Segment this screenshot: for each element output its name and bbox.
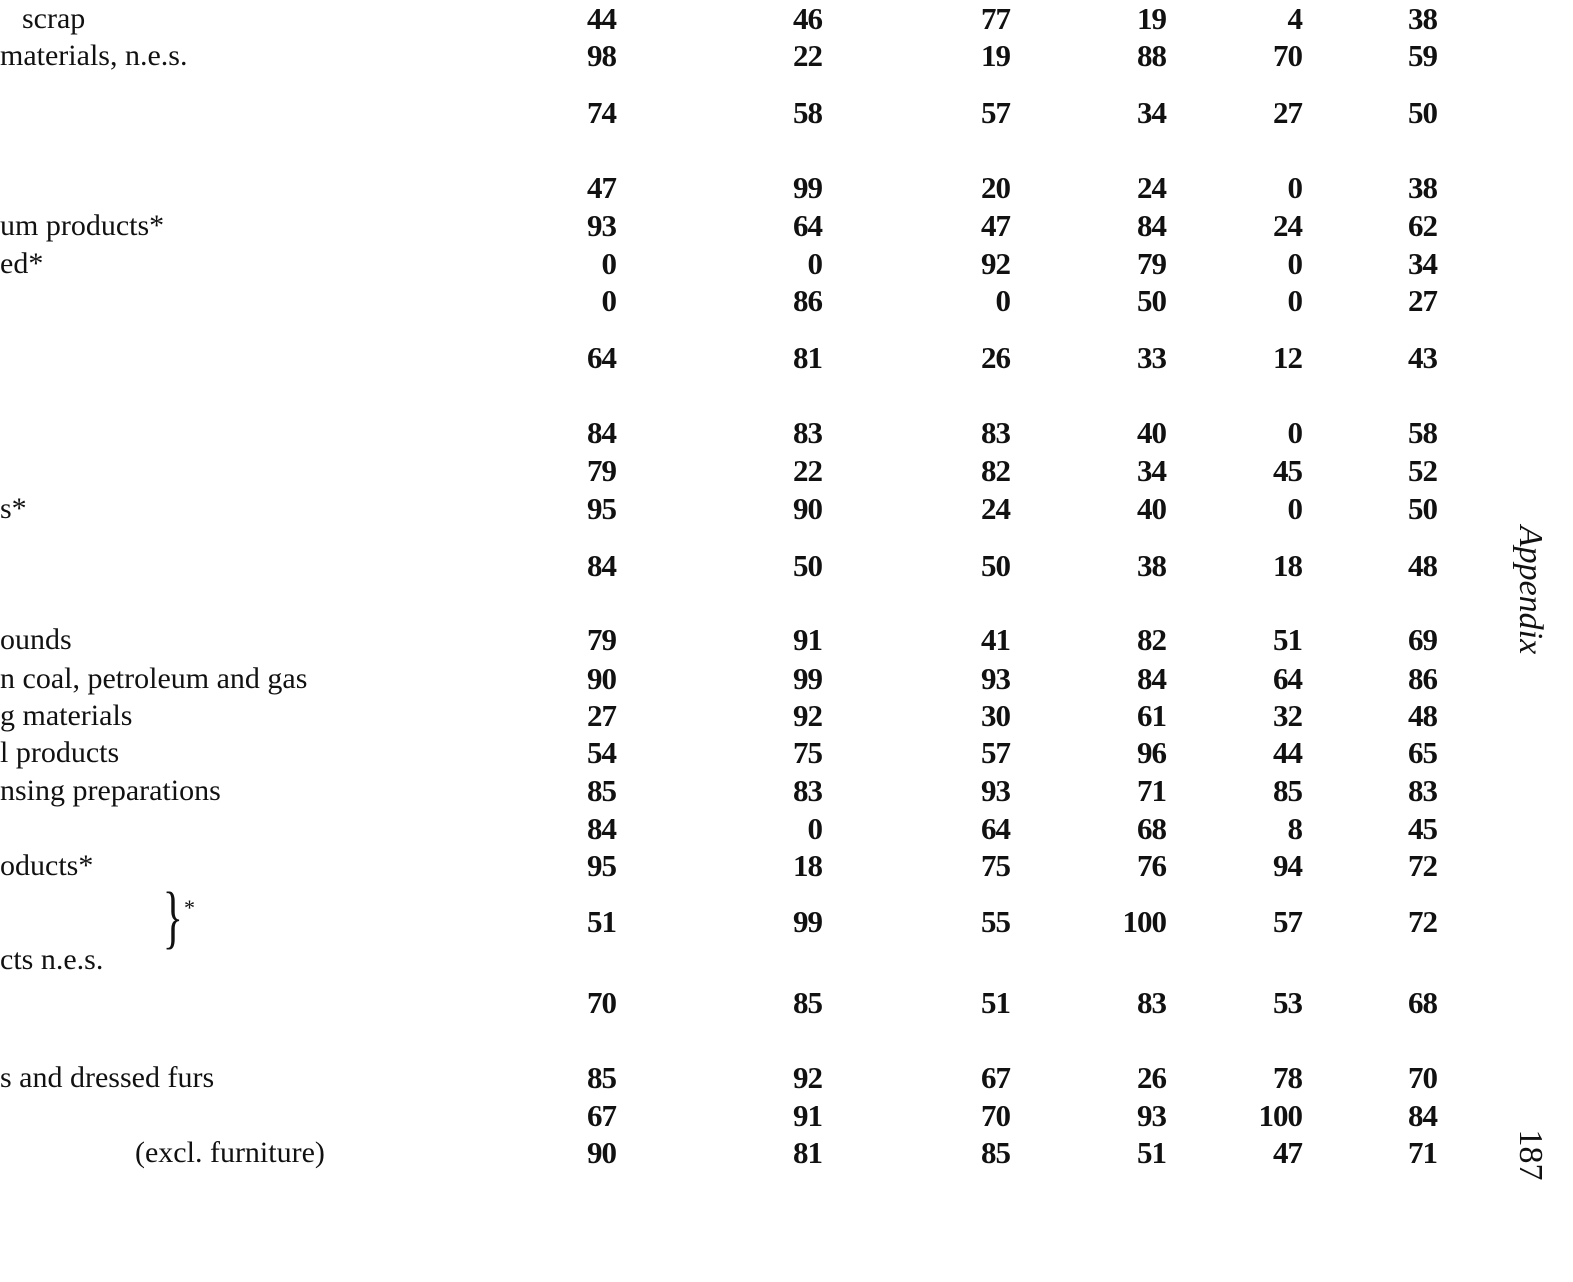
cell-value: 93 [587, 208, 616, 243]
cell-value: 58 [793, 95, 822, 130]
cell-value: 4 [1287, 1, 1302, 36]
row-label: g materials [0, 699, 133, 732]
cell-value: 71 [1137, 773, 1166, 808]
cell-value: 44 [587, 1, 616, 36]
cell-value: 84 [1408, 1098, 1437, 1133]
cell-value: 70 [981, 1098, 1010, 1133]
cell-value: 93 [1137, 1098, 1166, 1133]
cell-value: 79 [1137, 246, 1166, 281]
cell-value: 70 [1273, 38, 1302, 73]
cell-value: 81 [793, 340, 822, 375]
cell-value: 84 [587, 811, 616, 846]
row-label: l products [0, 736, 120, 769]
cell-value: 26 [981, 340, 1010, 375]
cell-value: 84 [587, 415, 616, 450]
table-row [0, 879, 1480, 976]
cell-value: 86 [1408, 661, 1437, 696]
cell-value: 85 [587, 773, 616, 808]
cell-value: 20 [981, 170, 1010, 205]
cell-value: 0 [601, 283, 616, 318]
cell-value: 22 [793, 38, 822, 73]
cell-value: 0 [1287, 415, 1302, 450]
cell-value: 85 [793, 985, 822, 1020]
cell-value: 90 [587, 661, 616, 696]
cell-value: 91 [793, 622, 822, 657]
cell-value: 18 [793, 848, 822, 883]
cell-value: 33 [1137, 340, 1166, 375]
cell-value: 40 [1137, 415, 1166, 450]
table-row [0, 94, 1480, 132]
brace-mark: } [162, 879, 183, 956]
cell-value: 76 [1137, 848, 1166, 883]
row-label: (excl. furniture) [135, 1136, 325, 1169]
cell-value: 44 [1273, 735, 1302, 770]
cell-value: 71 [1408, 1135, 1437, 1170]
cell-value: 0 [1287, 246, 1302, 281]
table-row [0, 452, 1480, 490]
cell-value: 38 [1408, 1, 1437, 36]
table-row [0, 1059, 1480, 1097]
row-label: um products* [0, 209, 165, 242]
cell-value: 85 [1273, 773, 1302, 808]
cell-value: 30 [981, 698, 1010, 733]
cell-value: 84 [587, 548, 616, 583]
cell-value: 82 [981, 453, 1010, 488]
table-row [0, 1134, 1480, 1172]
cell-value: 92 [793, 1060, 822, 1095]
cell-value: 57 [981, 735, 1010, 770]
cell-value: 38 [1408, 170, 1437, 205]
cell-value: 91 [793, 1098, 822, 1133]
cell-value: 93 [981, 661, 1010, 696]
cell-value: 68 [1408, 985, 1437, 1020]
table-row [0, 621, 1480, 659]
cell-value: 24 [981, 491, 1010, 526]
table-row [0, 984, 1480, 1022]
cell-value: 64 [981, 811, 1010, 846]
cell-value: 96 [1137, 735, 1166, 770]
cell-value: 24 [1137, 170, 1166, 205]
cell-value: 77 [981, 1, 1010, 36]
cell-value: 59 [1408, 38, 1437, 73]
cell-value: 58 [1408, 415, 1437, 450]
cell-value: 19 [1137, 1, 1166, 36]
cell-value: 12 [1273, 340, 1302, 375]
cell-value: 72 [1408, 904, 1437, 939]
table-row [0, 490, 1480, 528]
cell-value: 83 [793, 773, 822, 808]
table-row [0, 660, 1480, 698]
cell-value: 84 [1137, 208, 1166, 243]
cell-value: 50 [1408, 491, 1437, 526]
cell-value: 0 [807, 246, 822, 281]
table-row [0, 0, 1480, 38]
cell-value: 65 [1408, 735, 1437, 770]
cell-value: 79 [587, 453, 616, 488]
cell-value: 0 [995, 283, 1010, 318]
cell-value: 64 [793, 208, 822, 243]
cell-value: 83 [1137, 985, 1166, 1020]
cell-value: 83 [1408, 773, 1437, 808]
table-row [0, 1097, 1480, 1135]
cell-value: 51 [587, 904, 616, 939]
cell-value: 34 [1137, 95, 1166, 130]
cell-value: 47 [587, 170, 616, 205]
cell-value: 0 [601, 246, 616, 281]
cell-value: 18 [1273, 548, 1302, 583]
cell-value: 78 [1273, 1060, 1302, 1095]
cell-value: 27 [1273, 95, 1302, 130]
table-row [0, 207, 1480, 245]
cell-value: 48 [1408, 548, 1437, 583]
cell-value: 51 [981, 985, 1010, 1020]
cell-value: 24 [1273, 208, 1302, 243]
cell-value: 85 [587, 1060, 616, 1095]
cell-value: 53 [1273, 985, 1302, 1020]
cell-value: 95 [587, 491, 616, 526]
cell-value: 90 [587, 1135, 616, 1170]
cell-value: 50 [1137, 283, 1166, 318]
cell-value: 98 [587, 38, 616, 73]
cell-value: 19 [981, 38, 1010, 73]
cell-value: 34 [1137, 453, 1166, 488]
cell-value: 54 [587, 735, 616, 770]
row-label: s and dressed furs [0, 1061, 215, 1094]
cell-value: 79 [587, 622, 616, 657]
row-label: cts n.e.s. [0, 943, 104, 976]
cell-value: 57 [981, 95, 1010, 130]
cell-value: 0 [1287, 491, 1302, 526]
cell-value: 88 [1137, 38, 1166, 73]
cell-value: 64 [587, 340, 616, 375]
cell-value: 40 [1137, 491, 1166, 526]
cell-value: 26 [1137, 1060, 1166, 1095]
cell-value: 0 [807, 811, 822, 846]
cell-value: 83 [981, 415, 1010, 450]
table-row [0, 169, 1480, 207]
table-row [0, 339, 1480, 377]
table-row [0, 847, 1480, 885]
table-row [0, 414, 1480, 452]
cell-value: 0 [1287, 170, 1302, 205]
cell-value: 8 [1287, 811, 1302, 846]
table-row [0, 282, 1480, 320]
table-row [0, 37, 1480, 75]
cell-value: 51 [1273, 622, 1302, 657]
cell-value: 34 [1408, 246, 1437, 281]
cell-value: 27 [587, 698, 616, 733]
cell-value: 75 [981, 848, 1010, 883]
row-label: s* [0, 492, 27, 525]
cell-value: 62 [1408, 208, 1437, 243]
footnote-asterisk: * [184, 895, 195, 920]
cell-value: 38 [1137, 548, 1166, 583]
cell-value: 47 [1273, 1135, 1302, 1170]
row-label: materials, n.e.s. [0, 39, 188, 72]
cell-value: 81 [793, 1135, 822, 1170]
cell-value: 27 [1408, 283, 1437, 318]
cell-value: 50 [793, 548, 822, 583]
cell-value: 50 [1408, 95, 1437, 130]
cell-value: 83 [793, 415, 822, 450]
page-number: 187 [1512, 1129, 1549, 1181]
table-row [0, 810, 1480, 848]
cell-value: 82 [1137, 622, 1166, 657]
appendix-side-title: Appendix [1512, 525, 1549, 655]
cell-value: 50 [981, 548, 1010, 583]
cell-value: 92 [793, 698, 822, 733]
cell-value: 69 [1408, 622, 1437, 657]
cell-value: 67 [981, 1060, 1010, 1095]
row-label: ounds [0, 623, 72, 656]
cell-value: 90 [793, 491, 822, 526]
cell-value: 100 [1122, 904, 1166, 939]
table-row [0, 772, 1480, 810]
cell-value: 32 [1273, 698, 1302, 733]
cell-value: 99 [793, 904, 822, 939]
cell-value: 85 [981, 1135, 1010, 1170]
cell-value: 46 [793, 1, 822, 36]
cell-value: 100 [1258, 1098, 1302, 1133]
cell-value: 92 [981, 246, 1010, 281]
cell-value: 74 [587, 95, 616, 130]
cell-value: 41 [981, 622, 1010, 657]
table-row [0, 547, 1480, 585]
row-label: ed* [0, 247, 44, 280]
cell-value: 99 [793, 661, 822, 696]
cell-value: 86 [793, 283, 822, 318]
row-label: oducts* [0, 849, 94, 882]
cell-value: 99 [793, 170, 822, 205]
cell-value: 22 [793, 453, 822, 488]
cell-value: 57 [1273, 904, 1302, 939]
cell-value: 0 [1287, 283, 1302, 318]
table-row [0, 697, 1480, 735]
cell-value: 84 [1137, 661, 1166, 696]
cell-value: 61 [1137, 698, 1166, 733]
row-label: nsing preparations [0, 774, 221, 807]
cell-value: 67 [587, 1098, 616, 1133]
cell-value: 93 [981, 773, 1010, 808]
cell-value: 48 [1408, 698, 1437, 733]
cell-value: 75 [793, 735, 822, 770]
cell-value: 55 [981, 904, 1010, 939]
row-label: n coal, petroleum and gas [0, 662, 308, 695]
cell-value: 43 [1408, 340, 1437, 375]
cell-value: 68 [1137, 811, 1166, 846]
table-row [0, 245, 1480, 283]
cell-value: 64 [1273, 661, 1302, 696]
cell-value: 70 [587, 985, 616, 1020]
cell-value: 45 [1273, 453, 1302, 488]
row-label: scrap [22, 2, 86, 35]
cell-value: 52 [1408, 453, 1437, 488]
cell-value: 45 [1408, 811, 1437, 846]
cell-value: 47 [981, 208, 1010, 243]
cell-value: 70 [1408, 1060, 1437, 1095]
cell-value: 51 [1137, 1135, 1166, 1170]
cell-value: 72 [1408, 848, 1437, 883]
table-row [0, 734, 1480, 772]
cell-value: 94 [1273, 848, 1302, 883]
cell-value: 95 [587, 848, 616, 883]
